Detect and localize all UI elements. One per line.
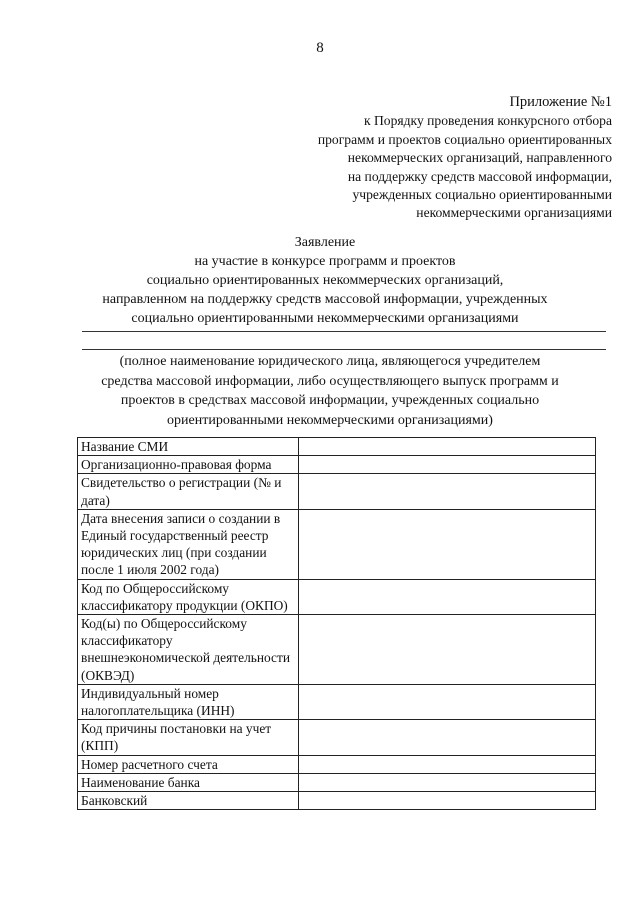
table-row	[78, 509, 596, 579]
field-value-bank-name[interactable]	[299, 773, 596, 791]
field-label-bank-code: Банковский	[78, 792, 299, 810]
appendix-line: некоммерческих организаций, направленного	[347, 150, 612, 166]
table-row	[78, 579, 596, 614]
org-hint-line: проектов в средствах массовой информации, учрежденных социально	[120, 393, 540, 408]
application-form-table	[77, 437, 596, 810]
table-row	[78, 773, 596, 791]
field-label-kpp: Код причины постановки на учет (КПП)	[78, 720, 299, 755]
field-value-legal-form[interactable]	[299, 456, 596, 474]
field-value-bank-code[interactable]	[299, 792, 596, 810]
appendix-line: программ и проектов социально ориентированных	[317, 131, 612, 147]
appendix-line: учрежденных социально ориентированными	[352, 187, 612, 203]
org-hint-line: (полное наименование юридического лица, являющегося учредителем	[119, 354, 541, 369]
table-row	[78, 456, 596, 474]
field-value-registration-certificate[interactable]	[299, 474, 596, 509]
org-hint-line: ориентированными некоммерческими организациями)	[167, 412, 493, 428]
application-title-block	[60, 233, 590, 328]
field-label-bank-name: Наименование банка	[78, 773, 299, 791]
appendix-heading: Приложение №1	[509, 94, 612, 110]
application-line: на участие в конкурсе программ и проектов	[194, 254, 456, 269]
appendix-line: некоммерческими организациями	[416, 205, 612, 221]
application-line: направленном на поддержку средств массовой информации, учрежденных	[102, 292, 548, 307]
field-label-inn: Индивидуальный номер налогоплательщика (ИНН)	[78, 684, 299, 719]
page-number: 8	[316, 40, 324, 56]
field-value-okved[interactable]	[299, 615, 596, 685]
field-value-registry-entry-date[interactable]	[299, 509, 596, 579]
field-value-inn[interactable]	[299, 684, 596, 719]
table-row	[78, 438, 596, 456]
table-row	[78, 684, 596, 719]
field-value-kpp[interactable]	[299, 720, 596, 755]
org-name-hint	[60, 352, 600, 430]
table-row	[78, 720, 596, 755]
table-row	[78, 792, 596, 810]
application-line: социально ориентированными некоммерческими организациями	[131, 311, 519, 326]
appendix-header	[212, 93, 612, 223]
appendix-line: на поддержку средств массовой информации,	[347, 168, 612, 184]
application-line: социально ориентированных некоммерческих организаций,	[146, 273, 504, 288]
application-title: Заявление	[294, 235, 356, 250]
field-label-okved: Код(ы) по Общероссийскому классификатору внешнеэкономической деятельности (ОКВЭД)	[78, 615, 299, 685]
table-row	[78, 755, 596, 773]
field-label-account-number: Номер расчетного счета	[78, 755, 299, 773]
field-label-media-name: Название СМИ	[78, 438, 299, 456]
field-label-registry-entry-date: Дата внесения записи о создании в Единый государственный реестр юридических лиц (при создании после 1 июля 2002 года)	[78, 509, 299, 579]
org-name-fill-line-2	[82, 349, 606, 350]
field-label-registration-certificate: Свидетельство о регистрации (№ и дата)	[78, 474, 299, 509]
field-value-account-number[interactable]	[299, 755, 596, 773]
table-row	[78, 615, 596, 685]
field-value-okpo[interactable]	[299, 579, 596, 614]
field-label-legal-form: Организационно-правовая форма	[78, 456, 299, 474]
table-row	[78, 474, 596, 509]
org-name-fill-line	[82, 331, 606, 332]
org-hint-line: средства массовой информации, либо осуществляющего выпуск программ и	[101, 373, 559, 389]
field-label-okpo: Код по Общероссийскому классификатору продукции (ОКПО)	[78, 579, 299, 614]
appendix-line: к Порядку проведения конкурсного отбора	[363, 113, 612, 129]
field-value-media-name[interactable]	[299, 438, 596, 456]
